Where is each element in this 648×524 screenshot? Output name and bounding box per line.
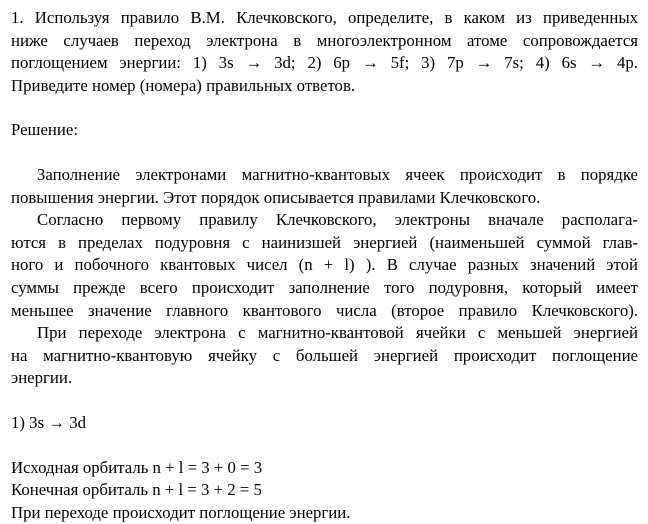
case1-conclusion: При переходе происходит поглощение энергии. <box>11 502 351 522</box>
problem-line-1: 1. Используя правило В.М. Клечковского, определите, в каком из приведенных <box>11 8 638 27</box>
spacer <box>11 97 638 119</box>
problem-line-4: Приведите номер (номера) правильных ответов. <box>11 75 356 95</box>
solution-label: Решение: <box>11 120 79 140</box>
para1-line-2: повышения энергии. Этот порядок описывается правилами Клечковского. <box>11 187 541 207</box>
case1-title: 1) 3s → 3d <box>11 412 87 432</box>
para2-line-3: ного и побочного квантовых чисел (n + l) ). В случае разных значений этой <box>11 255 638 275</box>
para2-line-4: суммы прежде всего происходит заполнение того подуровня, который имеет <box>11 277 638 297</box>
para2-line-5: меньшее значение главного квантового числа (второе правило Клечковского). <box>11 300 638 320</box>
spacer <box>11 142 638 164</box>
problem-statement <box>11 7 638 97</box>
case1-initial-orbital: Исходная орбиталь n + l = 3 + 0 = 3 <box>11 457 263 477</box>
para3-line-1: При переходе электрона с магнитно-квантовой ячейки с меньшей энергией <box>37 323 638 343</box>
problem-line-3: поглощением энергии: 1) 3s → 3d; 2) 6p → 5f; 3) 7p → 7s; 4) 6s → 4p. <box>11 53 638 73</box>
para2-line-1: Согласно первому правилу Клечковского, электроны вначале располага- <box>37 210 638 230</box>
spacer <box>11 390 638 412</box>
paragraph-klechkovsky-rules <box>11 209 638 322</box>
paragraph-filling-order <box>11 164 638 209</box>
spacer <box>11 435 638 457</box>
problem-line-2: ниже случаев переход электрона в многоэлектронном атоме сопровождается <box>11 30 638 50</box>
para2-line-2: ются в пределах подуровня с наинизшей энергией (наименьшей суммой глав- <box>11 232 638 252</box>
case1-final-orbital: Конечная орбиталь n + l = 3 + 2 = 5 <box>11 480 262 500</box>
para3-line-3: энергии. <box>11 368 73 388</box>
case-1 <box>11 412 638 524</box>
paragraph-energy-absorption <box>11 322 638 390</box>
para1-line-1: Заполнение электронами магнитно-квантовых ячеек происходит в порядке <box>37 164 638 184</box>
para3-line-2: на магнитно-квантовую ячейку с большей энергией происходит поглощение <box>11 345 638 365</box>
